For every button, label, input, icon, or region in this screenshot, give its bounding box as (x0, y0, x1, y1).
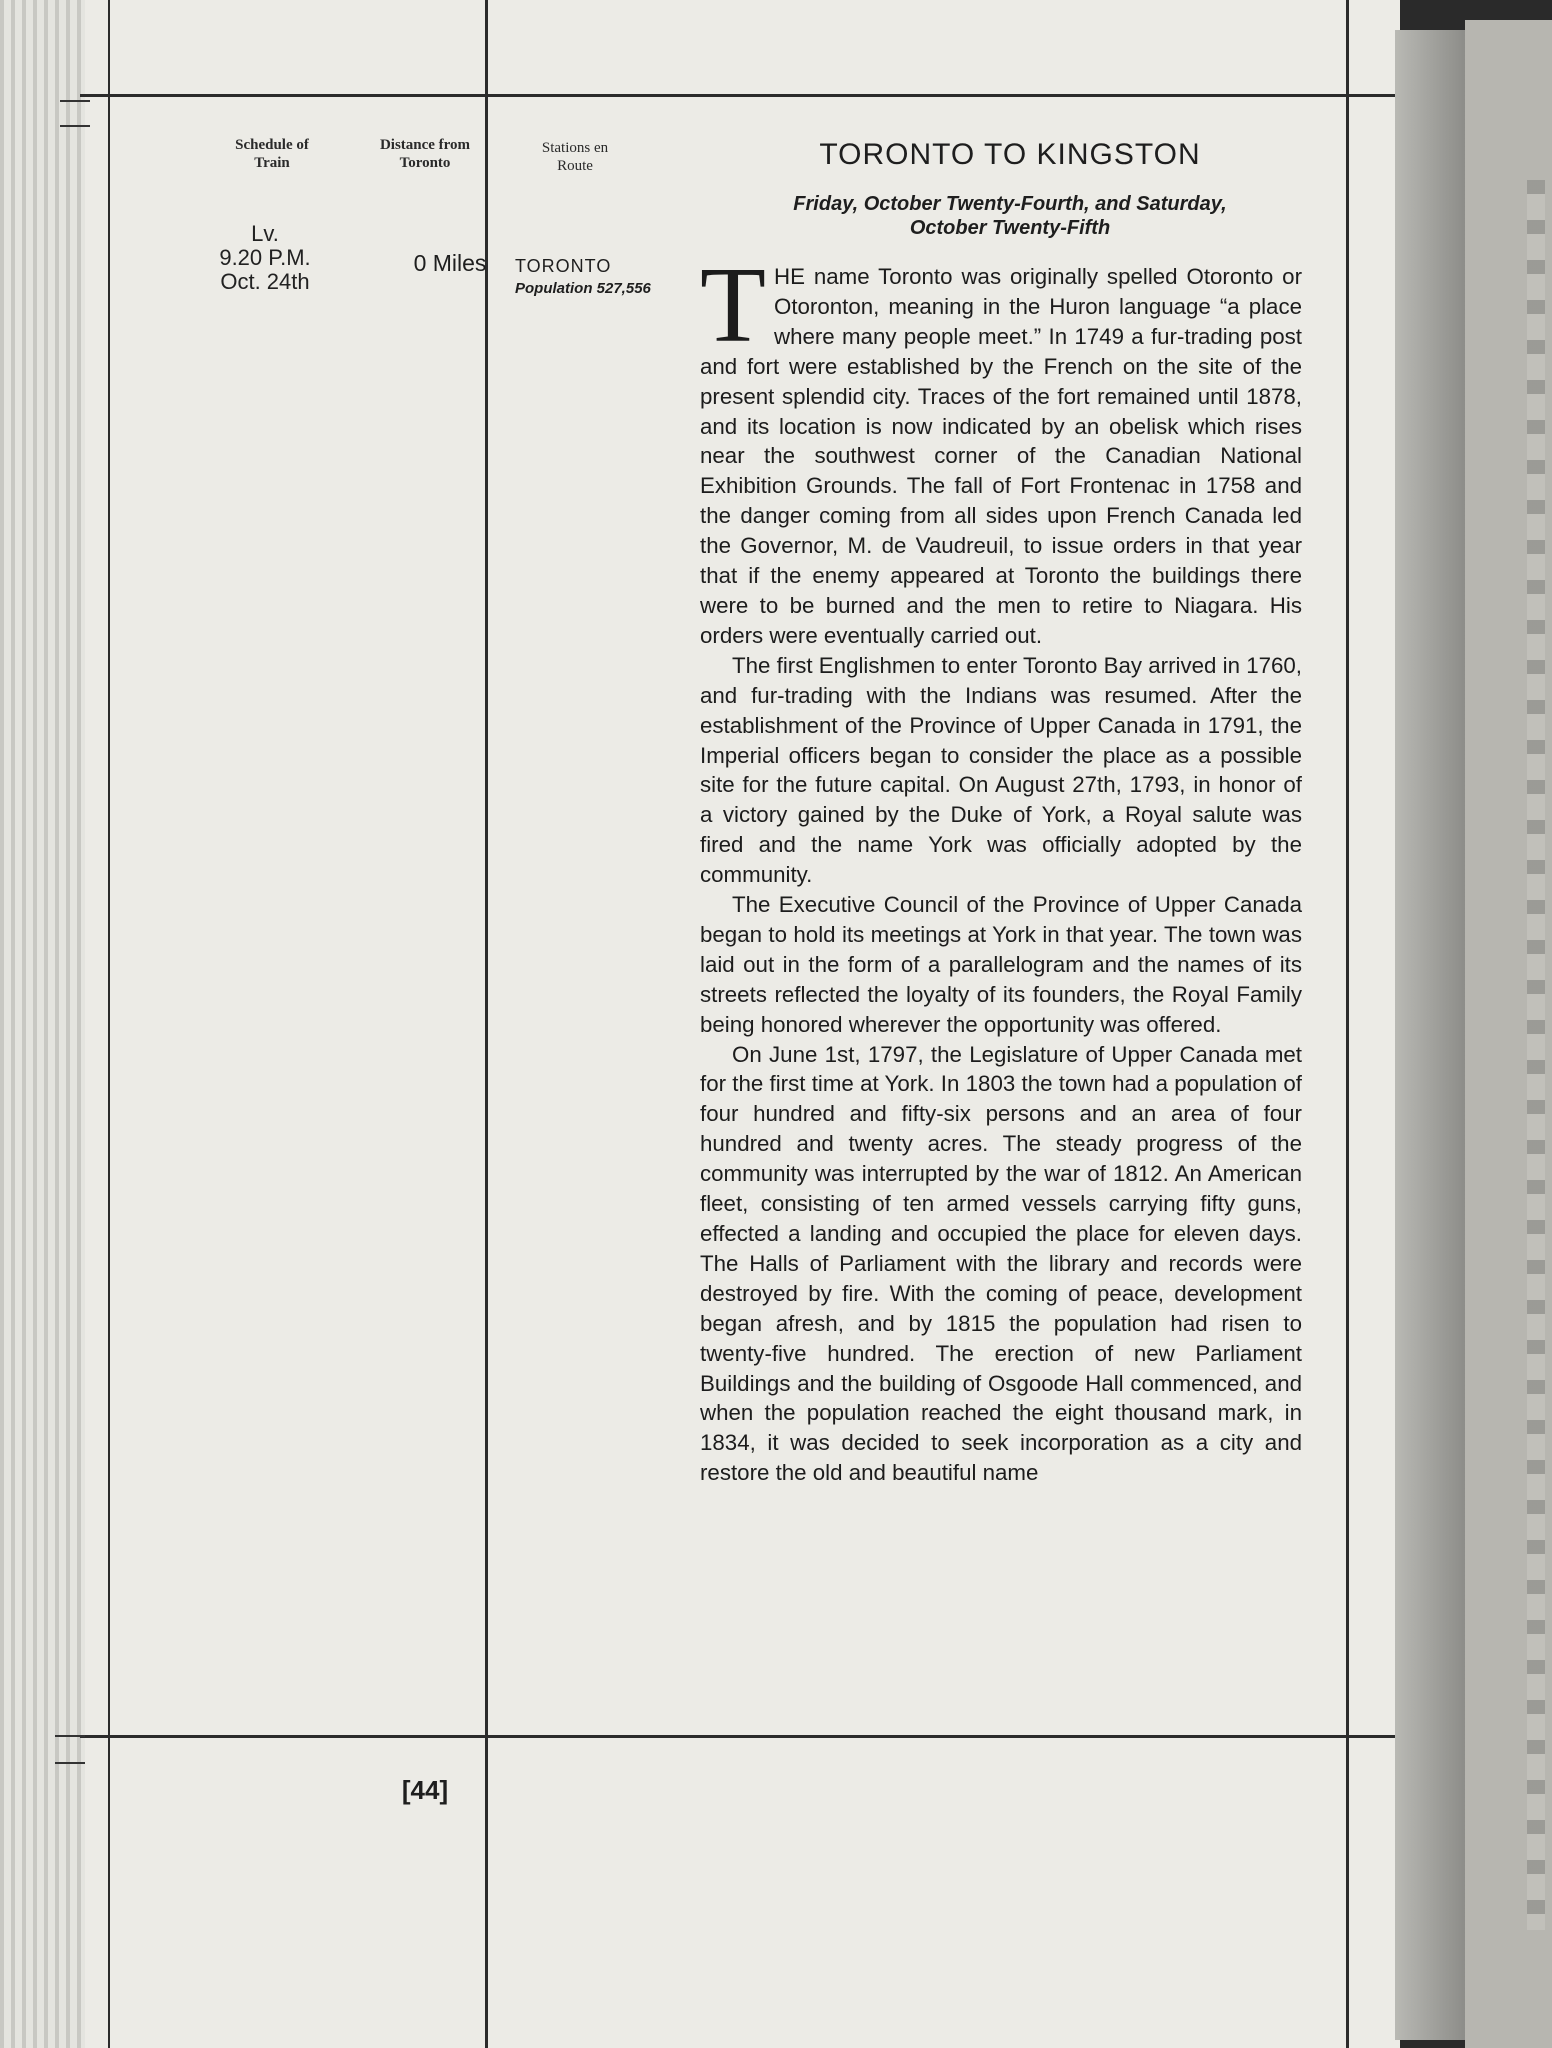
schedule-time: 9.20 P.M. (219, 245, 311, 270)
left-margin-rule (108, 0, 110, 2048)
schedule-entry (205, 222, 325, 294)
distance-value: 0 Miles (413, 250, 487, 276)
header-stations-line2: Route (557, 158, 593, 174)
paragraph-text: HE name Toronto was originally spelled Otoronto or Otoronton, meaning in the Huron language “a place where many people meet.” In 1749 a fur-trading post and fort were established by the French on the site of the present splendid city. Traces of the fort remained until 1878, and its location is now indicated by an obelisk which rises near the southwest corner of the Canadian National Exhibition Grounds. The fall of Fort Frontenac in 1758 and the danger coming from all sides upon French Canada led the Governor, M. de Vaudreuil, to issue orders in that year that if the enemy appeared at Toronto the buildings there were to be burned and the men to retire to Niagara. His orders were eventually carried out. (700, 264, 1302, 648)
station-population: Population 527,556 (515, 280, 651, 297)
header-stations (520, 139, 630, 175)
header-distance-line2: Toronto (399, 155, 451, 171)
column-rule (485, 0, 488, 2048)
margin-tick (55, 1735, 85, 1737)
article-body (700, 246, 1302, 1488)
margin-tick (60, 100, 90, 102)
header-schedule-line2: Train (254, 155, 290, 171)
header-schedule-line1: Schedule of (235, 137, 309, 153)
page-number: [44] (401, 1775, 449, 1805)
right-margin-rule (1346, 0, 1349, 2048)
header-schedule (222, 136, 322, 172)
drop-cap: T (700, 246, 766, 365)
schedule-date: Oct. 24th (220, 269, 310, 294)
station-name: TORONTO (515, 256, 612, 276)
adjacent-page-text (1527, 180, 1545, 1930)
stacked-page-edges (0, 0, 85, 2048)
page-subtitle (715, 192, 1305, 240)
paragraph: The first Englishmen to enter Toronto Bay arrived in 1760, and fur-trading with the Indians was resumed. After the establishment of the Province of Upper Canada in 1791, the Imperial officers began to consider the place as a possible site for the future capital. On August 27th, 1793, in honor of a victory gained by the Duke of York, a Royal salute was fired and the name York was officially adopted by the community. (700, 652, 1302, 888)
margin-tick (60, 125, 90, 127)
adjacent-page (1465, 20, 1552, 2048)
station-entry (515, 256, 695, 297)
subtitle-line2: October Twenty-Fifth (909, 217, 1111, 239)
header-distance-line1: Distance from (379, 137, 471, 153)
subtitle-line1: Friday, October Twenty-Fourth, and Saturday, (793, 193, 1227, 215)
paragraph (700, 246, 1302, 651)
paragraph: On June 1st, 1797, the Legislature of Upper Canada met for the first time at York. In 1803 the town had a population of four hundred and fifty-six persons and an area of four hundred and twenty acres. The steady progress of the community was interrupted by the war of 1812. An American fleet, consisting of ten armed vessels carrying fifty guns, effected a landing and occupied the place for eleven days. The Halls of Parliament with the library and records were destroyed by fire. With the coming of peace, development began afresh, and by 1815 the population had risen to twenty-five hundred. The erection of new Parliament Buildings and the building of Osgoode Hall commenced, and when the population reached the eight thousand mark, in 1834, it was decided to seek incorporation as a city and restore the old and beautiful name (700, 1041, 1302, 1486)
schedule-leave: Lv. (251, 221, 279, 246)
header-distance (360, 136, 490, 172)
page-title: TORONTO TO KINGSTON (819, 138, 1201, 171)
page-gutter-shadow (1395, 30, 1465, 2040)
header-stations-line1: Stations en (541, 140, 609, 156)
margin-tick (55, 1762, 85, 1764)
paragraph: The Executive Council of the Province of Upper Canada began to hold its meetings at York in that year. The town was laid out in the form of a parallelogram and the names of its streets reflected the loyalty of its founders, the Royal Family being honored wherever the opportunity was offered. (700, 892, 1302, 1037)
top-rule (80, 94, 1400, 97)
bottom-rule (80, 1735, 1400, 1738)
